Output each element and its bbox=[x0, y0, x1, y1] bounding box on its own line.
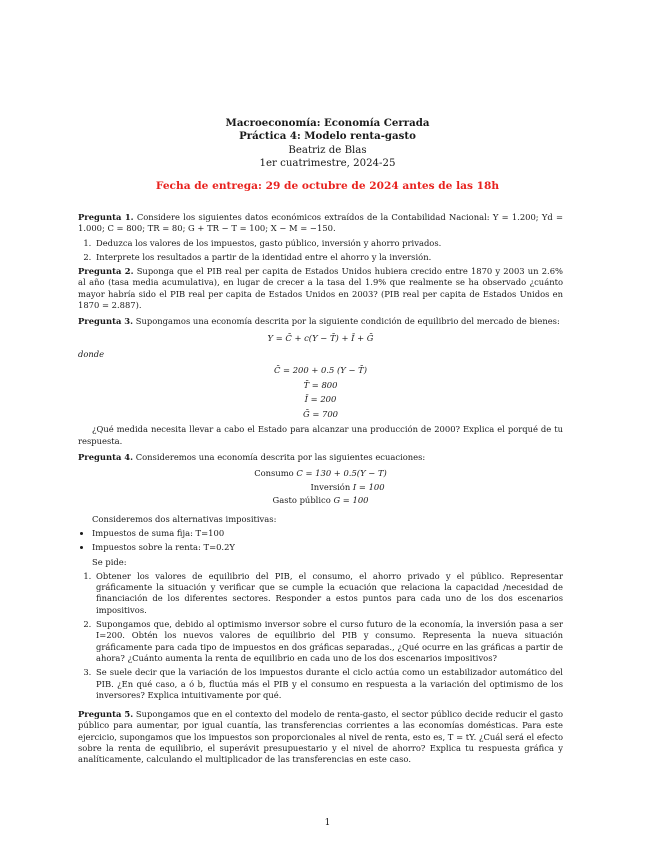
equation-row: Gasto público G = 100 bbox=[272, 495, 369, 506]
question-text: Supongamos que en el contexto del modelo de renta-gasto, el sector público decide reducir el gasto público para aumentar, por igual cuantía, las transferencias corrientes a las economías domésticas. Para este ejercicio, supongamos que los impuestos son proporcionales al nivel de renta, esto es, T = tY. ¿Cuál será el efecto sobre la renta de equilibrio, el superávit presupuestario y el nivel de ahorro? Explica tu respuesta gráfica y analíticamente, calculando el multiplicador de las transferencias en este caso. bbox=[78, 709, 563, 765]
list-item: 1. Obtener los valores de equilibrio del PIB, el consumo, el ahorro privado y el público. Representar gráficamente la situación y verificar que se cumple la ecuación que relaciona la capacidad /necesidad de financiación de los diferentes sectores. Responder a estos puntos para cada uno de los dos escenarios impositivos. bbox=[94, 571, 563, 616]
list-item: 2. Interprete los resultados a partir de la identidad entre el ahorro y la inversión. bbox=[94, 252, 563, 263]
definition: T̄ = 800 bbox=[303, 379, 338, 390]
question-label: Pregunta 5. bbox=[78, 709, 134, 720]
course-title: Macroeconomía: Economía Cerrada bbox=[225, 117, 430, 129]
list-item: 3. Se suele decir que la variación de los impuestos durante el ciclo actúa como un estabilizador automático del PIB. ¿En qué caso, a ó b, fluctúa más el PIB y el consumo en respuesta a la variación del optimismo de los inversores? Explica intuitivamente por qué. bbox=[94, 667, 563, 701]
term: 1er cuatrimestre, 2024-25 bbox=[259, 158, 396, 170]
alternatives-intro: Consideremos dos alternativas impositivas: bbox=[92, 513, 277, 524]
model-equations bbox=[78, 467, 563, 508]
alternatives-list bbox=[78, 528, 563, 554]
list-item: • Impuestos sobre la renta: T=0.2Y bbox=[92, 542, 563, 553]
question-text: Considere los siguientes datos económicos extraídos de la Contabilidad Nacional: Y = 1.200; Yd = 1.000; C = 800; TR = 80; G + TR − T = 100; X − M = −150. bbox=[78, 212, 563, 234]
donde-label: donde bbox=[78, 348, 105, 359]
question-4-items bbox=[78, 571, 563, 701]
definition: C̄ = 200 + 0.5 (Y − T̄) bbox=[273, 365, 368, 376]
question-text: Suponga que el PIB real per capita de Estados Unidos hubiera crecido entre 1870 y 2003 un 2.6% al año (tasa media acumulativa), en lugar de crecer a la tasa del 1.9% que realmente se ha observado ¿cuánto mayor habría sido el PIB real per capita de Estados Unidos en 2003? (PIB real per capita de Estados Unidos en 1870 = 2.887). bbox=[78, 266, 563, 311]
question-text: Supongamos una economía descrita por la siguiente condición de equilibrio del mercado de bienes: bbox=[135, 316, 560, 327]
list-item: 1. Deduzca los valores de los impuestos, gasto público, inversión y ahorro privados. bbox=[94, 238, 563, 249]
practice-title: Práctica 4: Modelo renta-gasto bbox=[239, 130, 416, 143]
deadline: Fecha de entrega: 29 de octubre de 2024 antes de las 18h bbox=[155, 180, 500, 192]
question-1-items bbox=[78, 238, 563, 264]
question-label: Pregunta 1. bbox=[78, 212, 134, 222]
list-item: 2. Supongamos que, debido al optimismo inversor sobre el curso futuro de la economía, la inversión pasa a ser I=200. Obtén los nuevos valores de equilibrio del PIB y consumo. Representa la nueva situación gráficamente para cada tipo de impuestos en dos gráficas separadas., ¿Qué ocurre en las gráficas a partir de ahora? ¿Cuánto aumenta la renta de equilibrio en cada uno de los dos escenarios impositivos? bbox=[94, 619, 563, 664]
page-number: 1 bbox=[324, 818, 331, 828]
title-block bbox=[0, 117, 655, 171]
question-label: Pregunta 2. bbox=[78, 266, 134, 277]
author: Beatriz de Blas bbox=[288, 144, 367, 156]
list-item: • Impuestos de suma fija: T=100 bbox=[92, 528, 563, 539]
question-4 bbox=[78, 452, 563, 463]
question-label: Pregunta 4. bbox=[78, 451, 134, 462]
equation-row: Consumo C = 130 + 0.5(Y − T) bbox=[254, 468, 387, 479]
se-pide: Se pide: bbox=[92, 556, 127, 567]
question-3 bbox=[78, 316, 563, 327]
definition: Ī = 200 bbox=[304, 394, 337, 405]
question-2 bbox=[78, 266, 563, 311]
question-3-prompt: ¿Qué medida necesita llevar a cabo el Estado para alcanzar una producción de 2000? Explica el porqué de tu respuesta. bbox=[78, 424, 563, 446]
question-5 bbox=[78, 709, 563, 765]
definition: Ḡ = 700 bbox=[302, 408, 339, 419]
equation-row: Inversión I = 100 bbox=[310, 481, 385, 492]
question-1 bbox=[78, 212, 563, 235]
equilibrium-equation: Y = C̄ + c(Y − T̄) + Ī + Ḡ bbox=[267, 332, 374, 343]
definitions bbox=[78, 363, 563, 421]
questions bbox=[78, 212, 563, 766]
question-label: Pregunta 3. bbox=[78, 316, 134, 327]
question-text: Consideremos una economía descrita por las siguientes ecuaciones: bbox=[135, 451, 426, 462]
